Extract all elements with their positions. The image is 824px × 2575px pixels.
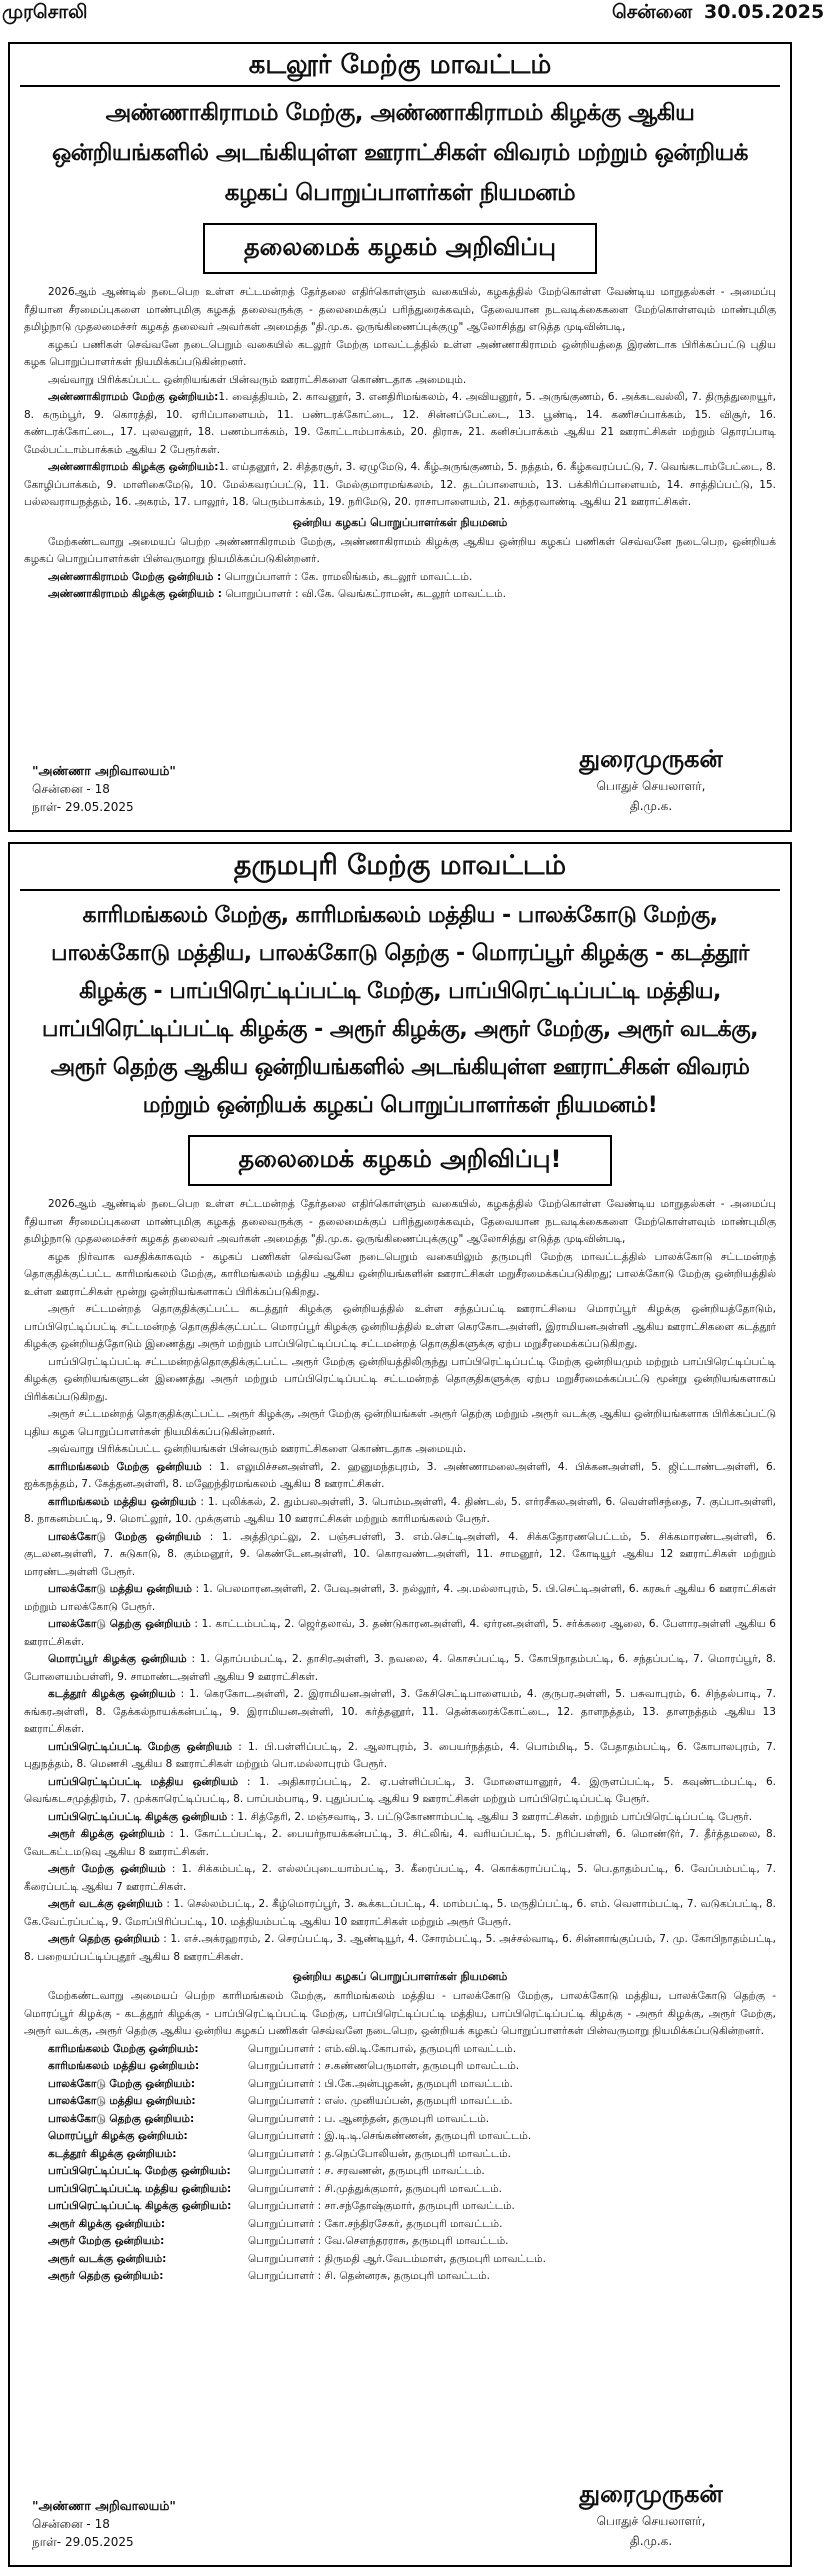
- union-entry: [24, 1826, 776, 1861]
- union-entry: [24, 1616, 776, 1651]
- address-block: [32, 762, 176, 816]
- appointment-unit: பாப்பிரெட்டிப்பட்டி மேற்கு ஒன்றியம்:: [48, 2165, 231, 2177]
- union-entry: [24, 1861, 776, 1896]
- appointment-row: [48, 2268, 776, 2286]
- appointment-row: [48, 2198, 776, 2216]
- union-panchayats: : 1. செல்லம்பட்டி, 2. கீழ்மொரப்பூர், 3. கூக்கடப்பட்டி, 4. மாம்பட்டி, 5. மருதிப்பட்டி, 6. எம். வெளாம்பட்டி, 7. வடுகப்பட்டி, 8. கே.வேட்ரப்பட்டி, 9. மோப்பிரிப்பட்டி, 10. மத்தியம்பட்டி ஆகிய 10 ஊராட்சிகள் மற்றும் அரூர் பேரூர்.: [24, 1898, 776, 1928]
- appointment-person: பொறுப்பாளர் : இ.டி.டி.செங்கண்ணன், தருமபுரி மாவட்டம்.: [248, 2130, 532, 2142]
- union-label: பாலக்கோடு தெற்கு ஒன்றியம்: [48, 1618, 191, 1630]
- appointments-subtitle: ஒன்றிய கழகப் பொறுப்பாளர்கள் நியமனம்: [292, 515, 508, 529]
- appointment-row: [48, 2041, 776, 2059]
- notice-dharmapuri-west: [8, 842, 792, 2567]
- signatory-org: தி.மு.க.: [629, 799, 673, 813]
- union-panchayats: : 1. எச்.அக்ரஹாரம், 2. செரப்பட்டி, 3. ஆண்டியூர், 4. சோரம்பட்டி, 5. அச்சல்வாடி, 6. சின்னாங்குப்பம், 7. மு. கோபிநாதம்பட்டி, 8. பறையப்பட்டிப்புதூர் ஆகிய 8 ஊராட்சிகள்.: [24, 1933, 776, 1963]
- union-entry: [24, 1931, 776, 1966]
- appointment-unit: பாலக்கோடு தெற்கு ஒன்றியம்:: [48, 2112, 195, 2125]
- notice-date: நாள்- 29.05.2025: [32, 800, 134, 814]
- union-entry: [24, 1581, 776, 1616]
- appointment-person: பொறுப்பாளர் : ச. சரவணன், தருமபுரி மாவட்டம்.: [248, 2165, 485, 2177]
- edition-date: 30.05.2025: [704, 1, 824, 23]
- union-label: பாலக்கோடு மேற்கு ஒன்றியம்: [48, 1530, 202, 1543]
- appointment-person: பொறுப்பாளர் : எஸ். முனியப்பன், தருமபுரி மாவட்டம்.: [248, 2095, 513, 2107]
- appointment-row: [48, 2111, 776, 2129]
- union-entry: [24, 1896, 776, 1931]
- notice-date: நாள்- 29.05.2025: [32, 2535, 134, 2549]
- appointment-person: பொறுப்பாளர் : சி.முத்துக்குமார், தருமபுரி மாவட்டம்.: [248, 2182, 502, 2195]
- union-label: காரிமங்கலம் மேற்கு ஒன்றியம்: [48, 1460, 202, 1473]
- appointment-person: பொறுப்பாளர் : ப. ஆனந்தன், தருமபுரி மாவட்டம்.: [248, 2112, 490, 2125]
- appointment-row: [48, 2233, 776, 2251]
- union-entry: [24, 389, 776, 459]
- notice-headline: அண்ணாகிராமம் மேற்கு, அண்ணாகிராமம் கிழக்கு ஆகிய ஒன்றியங்களில் அடங்கியுள்ள ஊராட்சிகள் விவரம் மற்றும் ஒன்றியக் கழகப் பொறுப்பாளர்கள் நியமனம்: [52, 100, 748, 206]
- paragraph: அவ்வாறு பிரிக்கப்பட்ட ஒன்றியங்கள் பின்வரும் ஊராட்சிகளை கொண்டதாக அமையும்.: [48, 1443, 467, 1455]
- union-entry: [24, 1494, 776, 1529]
- divider: [20, 85, 780, 87]
- appointment-row: [48, 2216, 776, 2234]
- signatory-name: துரைமுருகன்: [579, 745, 723, 773]
- appointment-unit: அண்ணாகிராமம் மேற்கு ஒன்றியம் :: [48, 570, 222, 583]
- appointment-person: பொறுப்பாளர் : எம்.வி.டி.கோபால், தருமபுரி மாவட்டம்.: [248, 2042, 517, 2055]
- union-panchayats: : 1. அதிகாரப்பட்டி, 2. ஏ.பள்ளிப்பட்டி, 3. மோளையானூர், 4. இருளப்பட்டி, 5. கவுண்டம்பட்டி, 6. வெங்கடசமுத்திரம், 7. முக்காரெட்டிப்பட்டி, 8. பாப்பம்பாடி, 9. புதுப்பட்டி ஆகிய 9 ஊராட்சிகள் மற்றும் பாப்பிரெட்டிப்பட்டி பேரூர்.: [24, 1775, 777, 1805]
- appointments-subtitle: ஒன்றிய கழகப் பொறுப்பாளர்கள் நியமனம்: [292, 1970, 508, 1983]
- union-panchayats: : 1. கோட்டப்பட்டி, 2. பையர்நாயக்கன்பட்டி, 3. சிட்லிங், 4. வரியப்பட்டி, 5. நரிப்பள்ளி, 6. மொண்டூர், 7. தீர்த்தமலை, 8. வேடகட்டமடுவு ஆகிய 8 ஊராட்சிகள்.: [24, 1828, 776, 1858]
- address-city: சென்னை - 18: [32, 2517, 110, 2531]
- union-label: மொரப்பூர் கிழக்கு ஒன்றியம்: [48, 1653, 187, 1665]
- notice-body: [10, 284, 790, 604]
- address-block: [32, 2497, 176, 2551]
- appointment-person: பொறுப்பாளர் : திருமதி ஆர்.வேடம்மாள், தருமபுரி மாவட்டம்.: [248, 2252, 546, 2265]
- notice-cuddalore-west: [8, 42, 792, 832]
- union-entry: [24, 1459, 776, 1494]
- union-panchayats: : 1. சிக்கம்பட்டி, 2. எல்லப்புடையாம்பட்டி, 3. கீரைப்பட்டி, 4. கொக்கராப்பட்டி, 5. பெ.தாதம்பட்டி, 6. வேப்பம்பட்டி, 7. கீரைப்பட்டி ஆகிய 7 ஊராட்சிகள்.: [24, 1863, 776, 1893]
- announcement-box-title: தலைமைக் கழகம் அறிவிப்பு: [203, 223, 597, 274]
- appointment-unit: மொரப்பூர் கிழக்கு ஒன்றியம்:: [48, 2130, 188, 2142]
- appointment-unit: அரூர் தெற்கு ஒன்றியம்:: [48, 2270, 164, 2282]
- appointment-row: [48, 2163, 776, 2181]
- union-label: கடத்தூர் கிழக்கு ஒன்றியம்: [48, 1688, 176, 1700]
- union-label: அரூர் தெற்கு ஒன்றியம்: [48, 1933, 160, 1945]
- appointment-person: பொறுப்பாளர் : பி.கே.அன்புழகன், தருமபுரி மாவட்டம்.: [248, 2077, 513, 2090]
- paragraph: கழக நிர்வாக வசதிக்காகவும் - கழகப் பணிகள் செவ்வனே நடைபெறும் வகையிலும் தருமபுரி மேற்கு மாவட்டத்தில் பாலக்கோடு சட்டமன்றத் தொகுதிக்குட்பட்ட காரிமங்கலம் மேற்கு, காரிமங்கலம் மத்திய ஆகிய ஒன்றியங்களின் ஊராட்சிகள் மறுசீரமைக்கப்படுகிறது; பாலக்கோடு மேற்கு ஒன்றியத்தில் உள்ள ஊராட்சிகள் மூன்று ஒன்றியங்களாகப் பிரிக்கப்படுகிறது.: [24, 1250, 776, 1298]
- union-panchayats: : 1. பெலமாரனஅள்ளி, 2. பேவுஅள்ளி, 3. நல்லூர், 4. அ.மல்லாபுரம், 5. பி.செட்டிஅள்ளி, 6. கரகூர் ஆகிய 6 ஊராட்சிகள் மற்றும் பாலக்கோடு பேரூர்.: [24, 1583, 776, 1613]
- notice-footer: [24, 2455, 776, 2555]
- signature-block: [556, 742, 746, 816]
- union-entry: [24, 1739, 776, 1774]
- appointment-person: பொறுப்பாளர் : சி. தென்னரசு, தருமபுரி மாவட்டம்.: [248, 2270, 490, 2282]
- edition-city: சென்னை: [612, 1, 693, 23]
- signatory-org: தி.மு.க.: [629, 2534, 673, 2548]
- union-label: அரூர் கிழக்கு ஒன்றியம்: [48, 1828, 165, 1840]
- signatory-name: துரைமுருகன்: [579, 2480, 723, 2508]
- union-label: அரூர் மேற்கு ஒன்றியம்: [48, 1863, 166, 1875]
- appointment-row: [48, 2058, 776, 2076]
- appointment-row: [48, 2093, 776, 2111]
- union-panchayats: : 1. புலிக்கல், 2. தும்பலஅள்ளி, 3. பொம்மஅள்ளி, 4. திண்டல், 5. எர்ரசீகலஅள்ளி, 6. வெள்ளிசந்தை, 7. குப்பாஅள்ளி, 8. நாகனம்பட்டி, 9. மொட்லூர், 10. முக்குளம் ஆகிய 10 ஊராட்சிகள் மற்றும் காரிமங்கலம் பேரூர்.: [24, 1495, 776, 1525]
- appointment-unit: கடத்தூர் கிழக்கு ஒன்றியம்:: [48, 2147, 177, 2160]
- signature-block: [556, 2477, 746, 2551]
- appointment-unit: பாலக்கோடு மத்திய ஒன்றியம்:: [48, 2095, 196, 2107]
- appointment-row: [48, 2128, 776, 2146]
- union-entry: [24, 1774, 776, 1809]
- appointment-person: பொறுப்பாளர் : ச.கண்ணபெருமாள், தருமபுரி மாவட்டம்.: [248, 2060, 520, 2072]
- appointment-unit: அண்ணாகிராமம் கிழக்கு ஒன்றியம் :: [48, 588, 222, 600]
- union-entry: [24, 459, 776, 512]
- appointment-person: பொறுப்பாளர் : கோ.சந்திரசேகர், தருமபுரி மாவட்டம்.: [248, 2217, 503, 2230]
- union-label: அண்ணாகிராமம் மேற்கு ஒன்றியம்:: [48, 391, 219, 403]
- paragraph: மேற்கண்டவாறு அமையப் பெற்ற அண்ணாகிராமம் மேற்கு, அண்ணாகிராமம் கிழக்கு ஆகிய ஒன்றிய கழகப் பணிகள் செவ்வனே நடைபெற, ஒன்றியக் கழகப் பொறுப்பாளர்கள் பின்வருமாறு நியமிக்கப்படுகின்றனர்.: [24, 535, 776, 565]
- signatory-title: பொதுச் செயலாளர்,: [596, 779, 706, 793]
- union-entry: [24, 1809, 776, 1827]
- appointment-row: [48, 2146, 776, 2164]
- appointment-row: [48, 2181, 776, 2199]
- district-title: கடலூர் மேற்கு மாவட்டம்: [248, 50, 552, 80]
- appointment-unit: அரூர் வடக்கு ஒன்றியம்:: [48, 2252, 167, 2265]
- union-panchayats: 1. எய்தனூர், 2. சித்தரசூர், 3. ஏழுமேடு, 4. கீழ்அருங்குணம், 5. நத்தம், 6. கீழ்கவரப்பட்டு, 7. வெங்கடாம்பேட்டை, 8. கோழிப்பாக்கம், 9. மாளிகைமேடு, 10. மேல்கவரப்பட்டு, 11. மேல்குமாரமங்கலம், 12. தடப்பாளையம், 13. பக்கிரிப்பாளையம், 14. சாத்திப்பட்டு, 15. பல்லவராயநத்தம், 16. அகரம், 17. பாலூர், 18. பெரும்பாக்கம், 19. நரிமேடு, 20. ராசாபாளையம், 21. சுந்தரவாண்டி ஆகிய 21 ஊராட்சிகள்.: [24, 461, 776, 508]
- paragraph: அவ்வாறு பிரிக்கப்பட்ட ஒன்றியங்கள் பின்வரும் ஊராட்சிகளை கொண்டதாக அமையும்.: [48, 373, 467, 386]
- newspaper-header: [0, 0, 824, 26]
- paragraph: அரூர் சட்டமன்றத் தொகுதிக்குட்பட்ட கடத்தூர் கிழக்கு ஒன்றியத்தில் உள்ள சந்தப்பட்டி ஊராட்சியை மொரப்பூர் கிழக்கு ஒன்றியத்தோடும், பாப்பிரெட்டிப்பட்டி சட்டமன்றத் தொகுதிக்குட்பட்ட மொரப்பூர் கிழக்கு ஒன்றியத்தில் உள்ள கெரகோடஅள்ளி, இராமியனஅள்ளி ஆகிய ஊராட்சிகளை கடத்தூர் கிழக்கு ஒன்றியத்தோடும் இணைத்து அரூர் மற்றும் பாப்பிரெட்டிப்பட்டி சட்டமன்றத் தொகுதிகளுக்கு ஏற்ப மறுசீரமைக்கப்படுகிறது.: [24, 1303, 776, 1350]
- appointment-unit: காரிமங்கலம் மேற்கு ஒன்றியம்:: [48, 2042, 199, 2055]
- signatory-title: பொதுச் செயலாளர்,: [596, 2514, 706, 2528]
- appointment-person: பொறுப்பாளர் : வி.கே. வெங்கட்ராமன், கடலூர் மாவட்டம்.: [225, 588, 506, 600]
- union-label: பாப்பிரெட்டிப்பட்டி மத்திய ஒன்றியம்: [48, 1775, 239, 1788]
- appointment-entry: [24, 569, 776, 587]
- notice-headline: காரிமங்கலம் மேற்கு, காரிமங்கலம் மத்திய - பாலக்கோடு மேற்கு, பாலக்கோடு மத்திய, பாலக்கோடு தெற்கு - மொரப்பூர் கிழக்கு - கடத்தூர் கிழக்கு - பாப்பிரெட்டிப்பட்டி மேற்கு, பாப்பிரெட்டிப்பட்டி மத்திய, பாப்பிரெட்டிப்பட்டி கிழக்கு - அரூர் கிழக்கு, அரூர் மேற்கு, அரூர் வடக்கு, அரூர் தெற்கு ஆகிய ஒன்றியங்களில் அடங்கியுள்ள ஊராட்சிகள் விவரம் மற்றும் ஒன்றியக் கழகப் பொறுப்பாளர்கள் நியமனம்!: [42, 903, 758, 1118]
- union-panchayats: 1. வைத்தியம், 2. காவனூர், 3. எனதிரிமங்கலம், 4. அவியனூர், 5. அருங்குணம், 6. அக்கடவல்லி, 7. திருத்துறையூர், 8. கரும்பூர், 9. கொரத்தி, 10. ஏரிப்பாளையம், 11. பண்டரக்கோட்டை, 12. சின்னப்பேட்டை, 13. பூண்டி, 14. கணிசப்பாக்கம், 15. விசூர், 16. கண்டரக்கோட்டை, 17. புலவனூர், 18. பணம்பாக்கம், 19. கோட்டாம்பாக்கம், 20. திராசு, 21. கனிசப்பாக்கம் ஆகிய 21 ஊராட்சிகள் மற்றும் தொரப்பாடி மேல்பட்டாம்பாக்கம் ஆகிய 2 பேரூர்கள்.: [24, 391, 776, 456]
- announcement-box-title: தலைமைக் கழகம் அறிவிப்பு!: [188, 1135, 612, 1186]
- union-label: பாலக்கோடு மத்திய ஒன்றியம்: [48, 1583, 192, 1595]
- union-panchayats: : 1. தொப்பம்பட்டி, 2. தாசிரஅள்ளி, 3. நவலை, 4. கொசப்பட்டி, 5. கோபிநாதம்பட்டி, 6. சந்தப்பட்டி, 7. மொரப்பூர், 8. போளையம்பள்ளி, 9. சாமாண்டஅள்ளி ஆகிய 9 ஊராட்சிகள்.: [24, 1653, 776, 1683]
- appointment-unit: பாப்பிரெட்டிப்பட்டி கிழக்கு ஒன்றியம்:: [48, 2200, 232, 2212]
- paragraph: 2026ஆம் ஆண்டில் நடைபெற உள்ள சட்டமன்றத் தேர்தலை எதிர்கொள்ளும் வகையில், கழகத்தில் மேற்கொள்ள வேண்டிய மாறுதல்கள் - அமைப்பு ரீதியான சீரமைப்புகளை மாண்புமிகு கழகத் தலைவருக்கு - தலைமைக்குப் பரிந்துரைக்கவும், தேவையான நடவடிக்கைகளை மேற்கொள்ளவும் மாண்புமிகு தமிழ்நாடு முதலமைச்சர் கழகத் தலைவர் அவர்கள் அமைத்த "தி.மு.க. ஒருங்கிணைப்புக்குழு" ஆலோசித்து எடுத்த முடிவின்படி,: [24, 1198, 776, 1245]
- newspaper-name: முரசொலி: [2, 1, 88, 23]
- paragraph: மேற்கண்டவாறு அமையப் பெற்ற காரிமங்கலம் மேற்கு, காரிமங்கலம் மத்திய - பாலக்கோடு மேற்கு, பாலக்கோடு மத்திய, பாலக்கோடு தெற்கு - மொரப்பூர் கிழக்கு - கடத்தூர் கிழக்கு - பாப்பிரெட்டிப்பட்டி மேற்கு, பாப்பிரெட்டிப்பட்டி மத்திய, பாப்பிரெட்டிப்பட்டி கிழக்கு - அரூர் கிழக்கு, அரூர் மேற்கு, அரூர் வடக்கு, அரூர் தெற்கு ஆகிய ஒன்றிய கழகப் பணிகள் செவ்வனே நடைபெற, ஒன்றியக் கழகப் பொறுப்பாளர்கள் பின்வருமாறு நியமிக்கப்படுகின்றனர்.: [24, 1990, 776, 2037]
- union-panchayats: : 1. கெரகோடஅள்ளி, 2. இராமியனஅள்ளி, 3. கேசிசெட்டிபாளையம், 4. குருபரஅள்ளி, 5. பசுவாபுரம், 6. சிந்தல்பாடி, 7. சுங்கரஅள்ளி, 8. தேக்கல்நாயக்கன்பட்டி, 9. இராமியனஅள்ளி, 10. கர்த்தனூர், 11. தென்கரைக்கோட்டை, 12. தாளநத்தம், 13. தாளநத்தம் ஆகிய 13 ஊராட்சிகள்.: [24, 1688, 776, 1735]
- union-entry: [24, 1529, 776, 1582]
- union-panchayats: : 1. அத்திமுட்லு, 2. பஞ்சபள்ளி, 3. எம்.செட்டிஅள்ளி, 4. சிக்கதோரணபெட்டம், 5. சிக்கமாரண்டஅள்ளி, 6. குடலனஅள்ளி, 7. சுடுகாடு, 8. கும்மனூர், 9. கெண்டேனஅள்ளி, 10. கொரவண்டஅள்ளி, 11. சாமனூர், 12. கோடியூர் ஆகிய 12 ஊராட்சிகள் மற்றும் மாரண்டஅள்ளி பேரூர்.: [24, 1530, 776, 1578]
- appointment-unit: காரிமங்கலம் மத்திய ஒன்றியம்:: [48, 2060, 200, 2072]
- union-panchayats: : 1. எலுமிச்சனஅள்ளி, 2. ஹனுமந்தபுரம், 3. அண்ணாமலைஅள்ளி, 4. பிக்கனஅள்ளி, 5. ஜிட்டாண்டஅள்ளி, 6. ஐக்கநத்தம், 7. கேத்தனஅள்ளி, 8. மஹேந்திரமங்கலம் ஆகிய 8 ஊராட்சிகள்.: [24, 1460, 776, 1490]
- union-label: பாப்பிரெட்டிப்பட்டி மேற்கு ஒன்றியம்: [48, 1740, 233, 1753]
- appointment-unit: அரூர் மேற்கு ஒன்றியம்:: [48, 2235, 165, 2247]
- union-label: காரிமங்கலம் மத்திய ஒன்றியம்: [48, 1495, 197, 1508]
- appointment-person: பொறுப்பாளர் : த.நெப்போலியன், தருமபுரி மாவட்டம்.: [248, 2147, 511, 2160]
- union-panchayats: : 1. சித்தேரி, 2. மஞ்சவாடி, 3. பட்டுகோணாம்பட்டி ஆகிய 3 ஊராட்சிகள். மற்றும் பாப்பிரெட்டிப்பட்டி பேரூர்.: [227, 1810, 753, 1823]
- appointment-unit: பாலக்கோடு மேற்கு ஒன்றியம்:: [48, 2077, 196, 2090]
- union-entry: [24, 1686, 776, 1739]
- appointment-list: [48, 2041, 776, 2286]
- paragraph: 2026ஆம் ஆண்டில் நடைபெற உள்ள சட்டமன்றத் தேர்தலை எதிர்கொள்ளும் வகையில், கழகத்தில் மேற்கொள்ள வேண்டிய மாறுதல்கள் - அமைப்பு ரீதியான சீரமைப்புகளை மாண்புமிகு கழகத் தலைவருக்கு - தலைமைக்குப் பரிந்துரைக்கவும், தேவையான நடவடிக்கைகளை மேற்கொள்ளவும் மாண்புமிகு தமிழ்நாடு முதலமைச்சர் கழகத் தலைவர் அவர்கள் அமைத்த "தி.மு.க. ஒருங்கிணைப்புக்குழு" ஆலோசித்து எடுத்த முடிவின்படி,: [24, 286, 776, 333]
- union-panchayats: : 1. காட்டம்பட்டி, 2. ஜெர்தலாவ், 3. தண்டுகாரனஅள்ளி, 4. ஏர்ரனஅள்ளி, 5. சர்க்கரை ஆலை, 6. பேளாரஅள்ளி ஆகிய 6 ஊராட்சிகள்.: [24, 1618, 776, 1648]
- paragraph: கழகப் பணிகள் செவ்வனே நடைபெறும் வகையில் கடலூர் மேற்கு மாவட்டத்தில் உள்ள அண்ணாகிராமம் ஒன்றியத்தை இரண்டாக பிரிக்கப்பட்டு புதிய கழக பொறுப்பாளர்கள் நியமிக்கப்படுகின்றனர்.: [24, 338, 776, 368]
- appointment-person: பொறுப்பாளர் : வே.சௌந்தரராசு, தருமபுரி மாவட்டம்.: [248, 2235, 509, 2247]
- notice-body: [10, 1196, 790, 2041]
- paragraph: பாப்பிரெட்டிப்பட்டி சட்டமன்றத்தொகுதிக்குட்பட்ட அரூர் மேற்கு ஒன்றியத்திலிருந்து பாப்பிரெட்டிப்பட்டி மேற்கு ஒன்றியமும் மற்றும் பாப்பிரெட்டிப்பட்டி கிழக்கு ஒன்றியங்களுடன் இணைத்து அரூர் மற்றும் பாப்பிரெட்டிப்பட்டி சட்டமன்றத் தொகுதிகளுக்கு ஏற்ப மறுசீரமைக்கப்பட்டு மூன்று ஒன்றியங்களாகப் பிரிக்கப்படுகிறது.: [24, 1355, 776, 1403]
- appointment-row: [48, 2076, 776, 2094]
- appointment-person: பொறுப்பாளர் : சா.சந்தோஷ்குமார், தருமபுரி மாவட்டம்.: [248, 2200, 515, 2212]
- appointment-unit: பாப்பிரெட்டிப்பட்டி மத்திய ஒன்றியம்:: [48, 2182, 232, 2195]
- union-label: பாப்பிரெட்டிப்பட்டி கிழக்கு ஒன்றியம்: [48, 1810, 228, 1823]
- address-building: "அண்ணா அறிவாலயம்": [32, 763, 176, 778]
- paragraph: அரூர் சட்டமன்றத் தொகுதிக்குட்பட்ட அரூர் கிழக்கு, அரூர் மேற்கு ஒன்றியங்கள் அரூர் தெற்கு மற்றும் அரூர் வடக்கு ஆகிய ஒன்றியங்களாக பிரிக்கப்பட்டு புதிய கழக பொறுப்பாளர்கள் நியமிக்கப்படுகின்றனர்.: [24, 1408, 776, 1438]
- union-entry: [24, 1651, 776, 1686]
- appointment-entry: [24, 586, 776, 604]
- union-label: அண்ணாகிராமம் கிழக்கு ஒன்றியம்:: [48, 461, 219, 473]
- address-building: "அண்ணா அறிவாலயம்": [32, 2498, 176, 2513]
- address-city: சென்னை - 18: [32, 782, 110, 796]
- notice-footer: [24, 720, 776, 820]
- union-label: அரூர் வடக்கு ஒன்றியம்: [48, 1898, 163, 1910]
- district-title: தருமபுரி மேற்கு மாவட்டம்: [233, 850, 567, 881]
- appointment-row: [48, 2251, 776, 2269]
- appointment-unit: அரூர் கிழக்கு ஒன்றியம்:: [48, 2217, 166, 2230]
- union-panchayats: : 1. பி.பள்ளிப்பட்டி, 2. ஆலாபுரம், 3. பையர்நத்தம், 4. பொம்மிடி, 5. பேதாதம்பட்டி, 6. கோபாலபுரம், 7. புதுநத்தம், 8. மெணசி ஆகிய 8 ஊராட்சிகள் மற்றும் பொ.மல்லாபுரம் பேரூர்.: [24, 1740, 776, 1770]
- divider: [20, 889, 780, 891]
- appointment-person: பொறுப்பாளர் : கே. ராமலிங்கம், கடலூர் மாவட்டம்.: [224, 570, 473, 583]
